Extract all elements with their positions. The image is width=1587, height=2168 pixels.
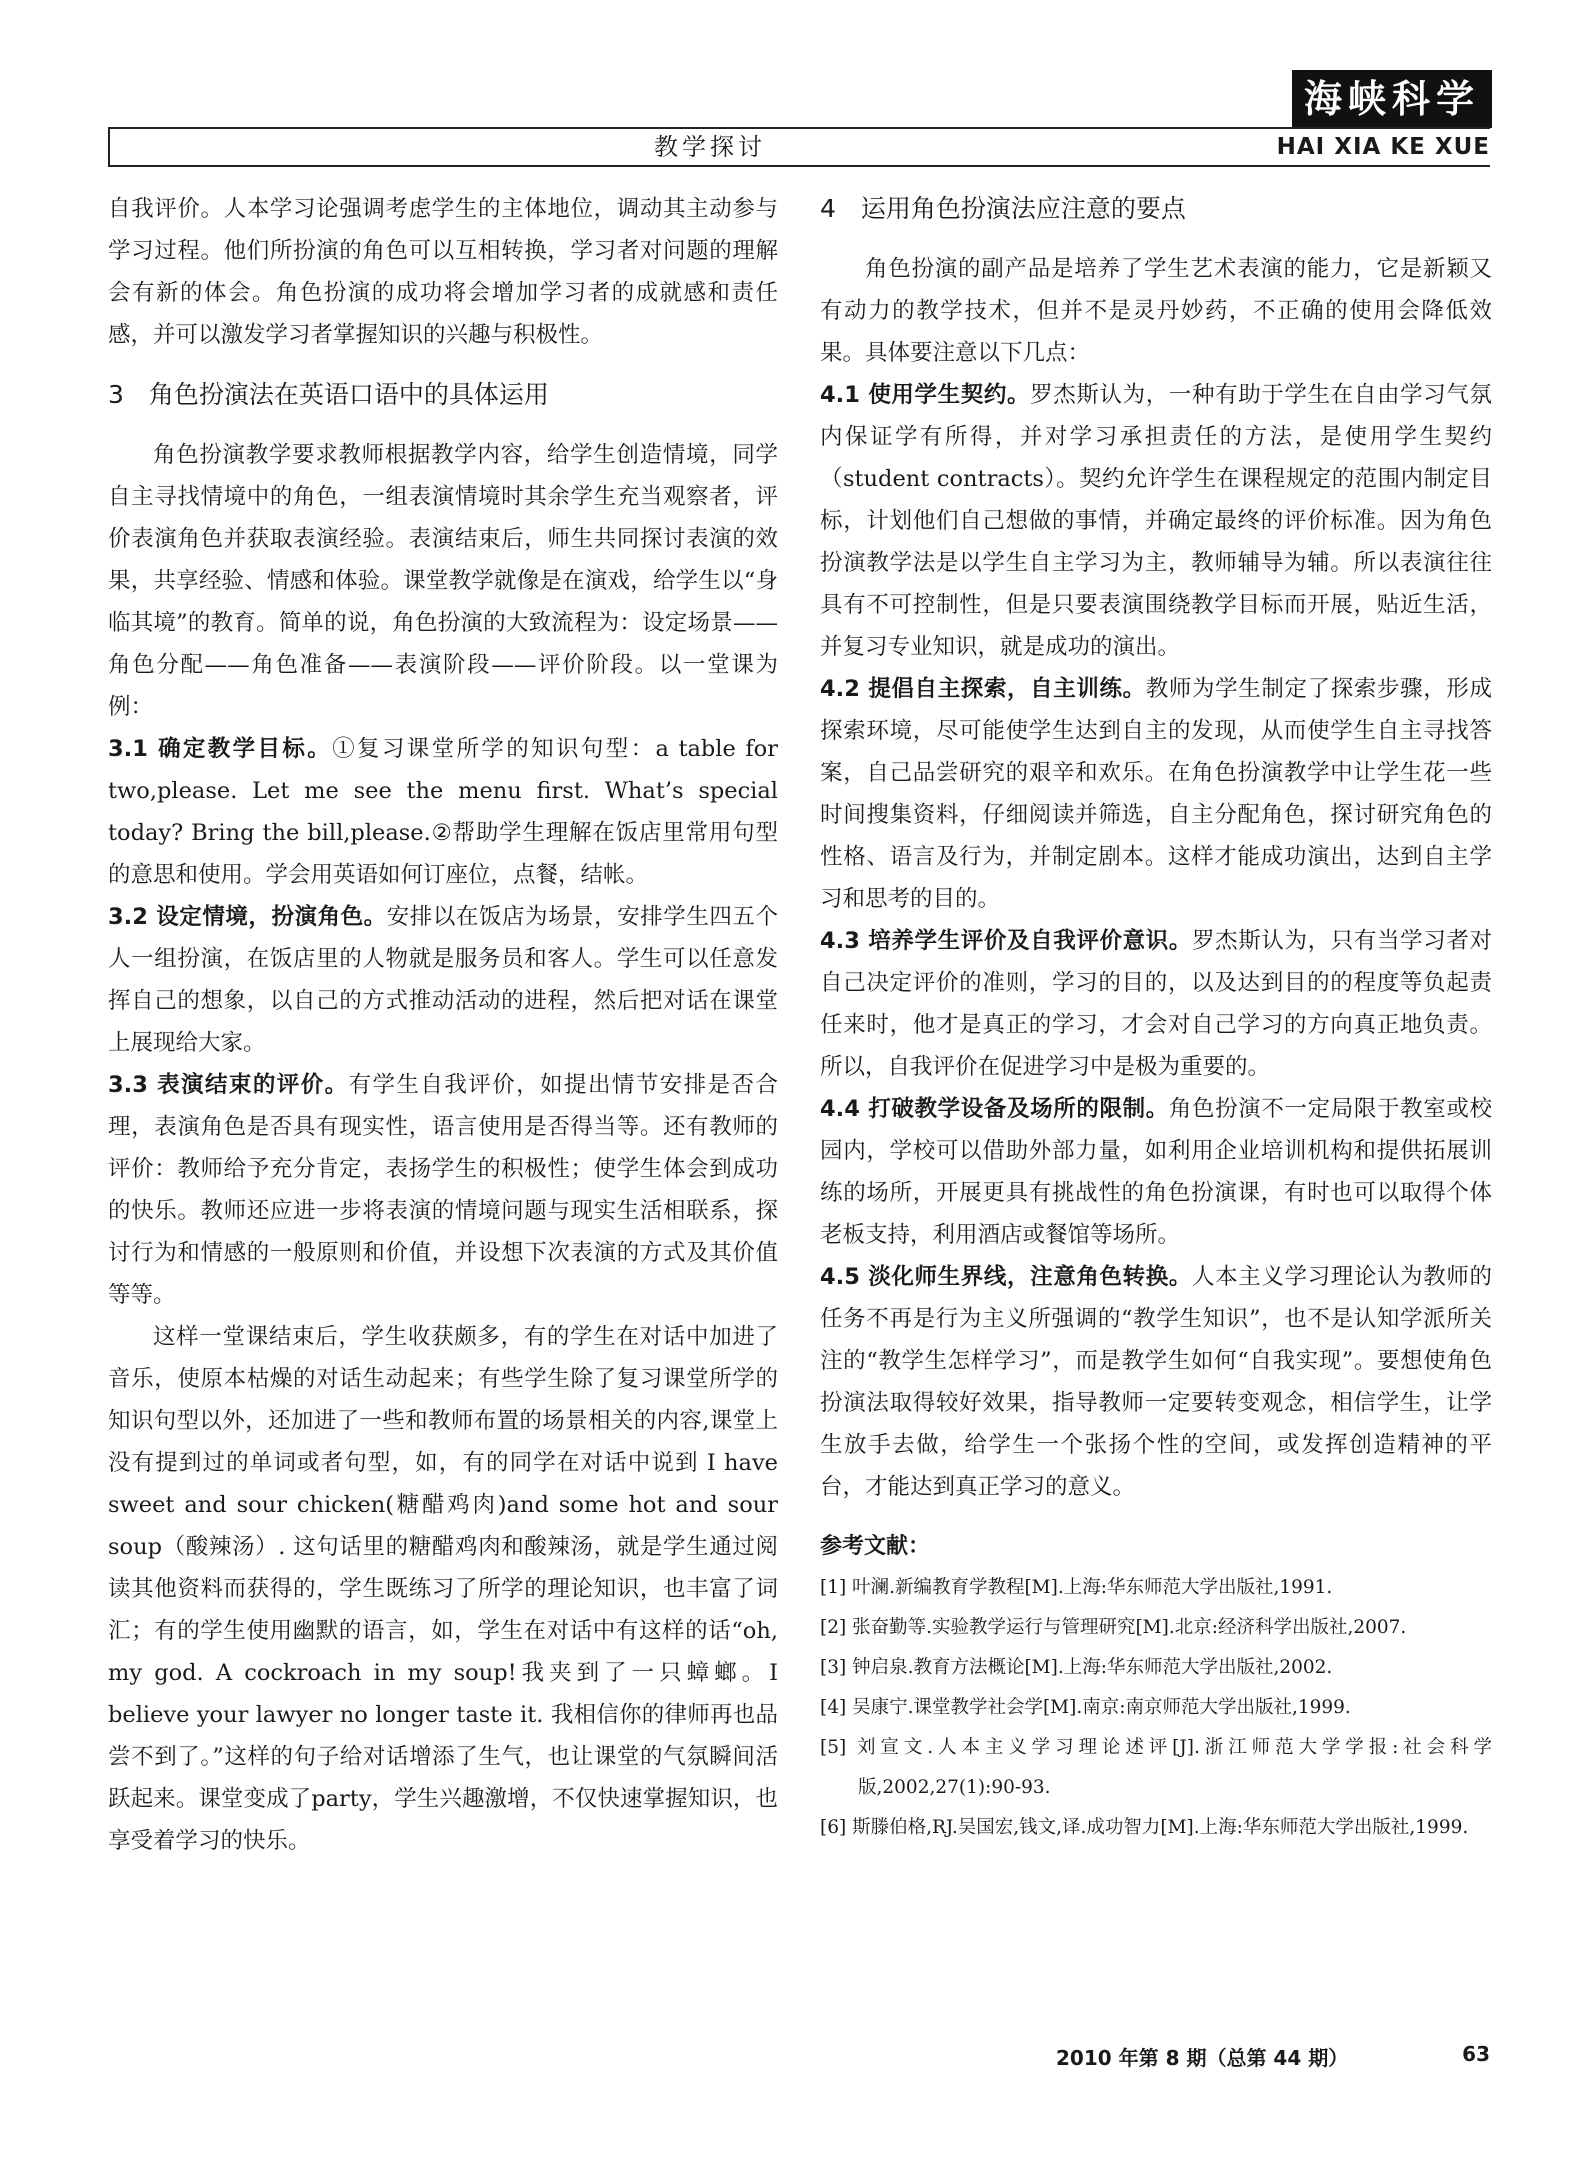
reference-item: [2] 张奋勤等.实验教学运行与管理研究[M].北京:经济科学出版社,2007. xyxy=(820,1617,1407,1638)
reference-item: [3] 钟启泉.教育方法概论[M].上海:华东师范大学出版社,2002. xyxy=(820,1657,1333,1678)
left-column xyxy=(108,188,778,1862)
journal-logo: 海峡科学 xyxy=(1292,70,1492,128)
subsection-4-4 xyxy=(820,1088,1492,1256)
running-header xyxy=(108,127,1490,167)
subsection-heading: 4.3 培养学生评价及自我评价意识。 xyxy=(820,928,1193,954)
issue-info: 2010 年第 8 期（总第 44 期） xyxy=(1056,2046,1349,2070)
section-heading-3: 3 角色扮演法在英语口语中的具体运用 xyxy=(108,380,549,409)
subsection-body: 人本主义学习理论认为教师的任务不再是行为主义所强调的“教学生知识”，也不是认知学派所关注的“教学生怎样学习”，而是教学生如何“自我实现”。要想使角色扮演法取得较好效果，指导教师一定要转变观念，相信学生，让学生放手去做，给学生一个张扬个性的空间，或发挥创造精神的平台，才能达到真正学习的意义。 xyxy=(820,1264,1492,1500)
subsection-heading: 3.3 表演结束的评价。 xyxy=(108,1072,349,1098)
reference-list xyxy=(820,1568,1492,1848)
page-number: 63 xyxy=(1462,2042,1490,2066)
section-heading-4: 4 运用角色扮演法应注意的要点 xyxy=(820,194,1186,223)
subsection-heading: 4.1 使用学生契约。 xyxy=(820,382,1031,408)
journal-name-pinyin: HAI XIA KE XUE xyxy=(1276,134,1490,160)
section-title: 教学探讨 xyxy=(654,133,766,161)
subsection-body: ①复习课堂所学的知识句型：a table for two,please. Let me see the menu first. What’s special today? Bring the bill,please.②帮助学生理解在饭店里常用句型的意思和使用。学会用英语如何订座位，点餐，结帐。 xyxy=(108,736,778,888)
paragraph: 自我评价。人本学习论强调考虑学生的主体地位，调动其主动参与学习过程。他们所扮演的角色可以互相转换，学习者对问题的理解会有新的体会。角色扮演的成功将会增加学习者的成就感和责任感，并可以激发学习者掌握知识的兴趣与积极性。 xyxy=(108,196,778,348)
reference-item: [6] 斯滕伯格,RJ.吴国宏,钱文,译.成功智力[M].上海:华东师范大学出版社,1999. xyxy=(820,1817,1469,1838)
subsection-4-1 xyxy=(820,374,1492,668)
references-title: 参考文献： xyxy=(820,1534,931,1559)
subsection-heading: 4.4 打破教学设备及场所的限制。 xyxy=(820,1096,1169,1122)
subsection-heading: 4.5 淡化师生界线，注意角色转换。 xyxy=(820,1264,1193,1290)
subsection-heading: 3.1 确定教学目标。 xyxy=(108,736,333,762)
subsection-heading: 4.2 提倡自主探索，自主训练。 xyxy=(820,676,1146,702)
subsection-body: 安排以在饭店为场景，安排学生四五个人一组扮演，在饭店里的人物就是服务员和客人。学生可以任意发挥自己的想象，以自己的方式推动活动的进程，然后把对话在课堂上展现给大家。 xyxy=(108,904,778,1056)
subsection-body: 角色扮演不一定局限于教室或校园内，学校可以借助外部力量，如利用企业培训机构和提供拓展训练的场所，开展更具有挑战性的角色扮演课，有时也可以取得个体老板支持，利用酒店或餐馆等场所。 xyxy=(820,1096,1492,1248)
paragraph: 角色扮演教学要求教师根据教学内容，给学生创造情境，同学自主寻找情境中的角色，一组表演情境时其余学生充当观察者，评价表演角色并获取表演经验。表演结束后，师生共同探讨表演的效果，共享经验、情感和体验。课堂教学就像是在演戏，给学生以“身临其境”的教育。简单的说，角色扮演的大致流程为：设定场景——角色分配——角色准备——表演阶段——评价阶段。以一堂课为例： xyxy=(108,442,778,720)
subsection-body: 有学生自我评价，如提出情节安排是否合理，表演角色是否具有现实性，语言使用是否得当等。还有教师的评价：教师给予充分肯定，表扬学生的积极性；使学生体会到成功的快乐。教师还应进一步将表演的情境问题与现实生活相联系，探讨行为和情感的一般原则和价值，并设想下次表演的方式及其价值等等。 xyxy=(108,1072,778,1308)
reference-item: [5] 刘宣文.人本主义学习理论述评[J].浙江师范大学学报:社会科学版,2002,27(1):90-93. xyxy=(820,1737,1492,1798)
subsection-4-2 xyxy=(820,668,1492,920)
subsection-body: 罗杰斯认为，只有当学习者对自己决定评价的准则，学习的目的，以及达到目的的程度等负起责任来时，他才是真正的学习，才会对自己学习的方向真正地负责。所以，自我评价在促进学习中是极为重要的。 xyxy=(820,928,1492,1080)
subsection-heading: 3.2 设定情境，扮演角色。 xyxy=(108,904,387,930)
paragraph: 这样一堂课结束后，学生收获颇多，有的学生在对话中加进了音乐，使原本枯燥的对话生动起来；有些学生除了复习课堂所学的知识句型以外，还加进了一些和教师布置的场景相关的内容,课堂上没有提到过的单词或者句型，如，有的同学在对话中说到 I have sweet and sour chicken(糖醋鸡肉)and some hot and sour soup（酸辣汤）. 这句话里的糖醋鸡肉和酸辣汤，就是学生通过阅读其他资料而获得的，学生既练习了所学的理论知识，也丰富了词汇；有的学生使用幽默的语言，如，学生在对话中有这样的话“oh, my god. A cockroach in my soup!我夹到了一只蟑螂。I believe your lawyer no longer taste it. 我相信你的律师再也品尝不到了。”这样的句子给对话增添了生气，也让课堂的气氛瞬间活跃起来。课堂变成了party，学生兴趣激增，不仅快速掌握知识，也享受着学习的快乐。 xyxy=(108,1324,778,1854)
reference-item: [4] 吴康宁.课堂教学社会学[M].南京:南京师范大学出版社,1999. xyxy=(820,1697,1351,1718)
subsection-3-2 xyxy=(108,896,778,1064)
right-column xyxy=(820,188,1492,1848)
subsection-body: 罗杰斯认为，一种有助于学生在自由学习气氛内保证学有所得，并对学习承担责任的方法，是使用学生契约（student contracts）。契约允许学生在课程规定的范围内制定目标，计划他们自己想做的事情，并确定最终的评价标准。因为角色扮演教学法是以学生自主学习为主，教师辅导为辅。所以表演往往具有不可控制性，但是只要表演围绕教学目标而开展，贴近生活，并复习专业知识，就是成功的演出。 xyxy=(820,382,1492,660)
subsection-3-3 xyxy=(108,1064,778,1316)
subsection-3-1 xyxy=(108,728,778,896)
subsection-4-3 xyxy=(820,920,1492,1088)
subsection-body: 教师为学生制定了探索步骤，形成探索环境，尽可能使学生达到自主的发现，从而使学生自主寻找答案，自己品尝研究的艰辛和欢乐。在角色扮演教学中让学生花一些时间搜集资料，仔细阅读并筛选，自主分配角色，探讨研究角色的性格、语言及行为，并制定剧本。这样才能成功演出，达到自主学习和思考的目的。 xyxy=(820,676,1492,912)
reference-item: [1] 叶澜.新编教育学教程[M].上海:华东师范大学出版社,1991. xyxy=(820,1577,1333,1598)
subsection-4-5 xyxy=(820,1256,1492,1508)
paragraph: 角色扮演的副产品是培养了学生艺术表演的能力，它是新颖又有动力的教学技术，但并不是灵丹妙药，不正确的使用会降低效果。具体要注意以下几点： xyxy=(820,256,1492,366)
